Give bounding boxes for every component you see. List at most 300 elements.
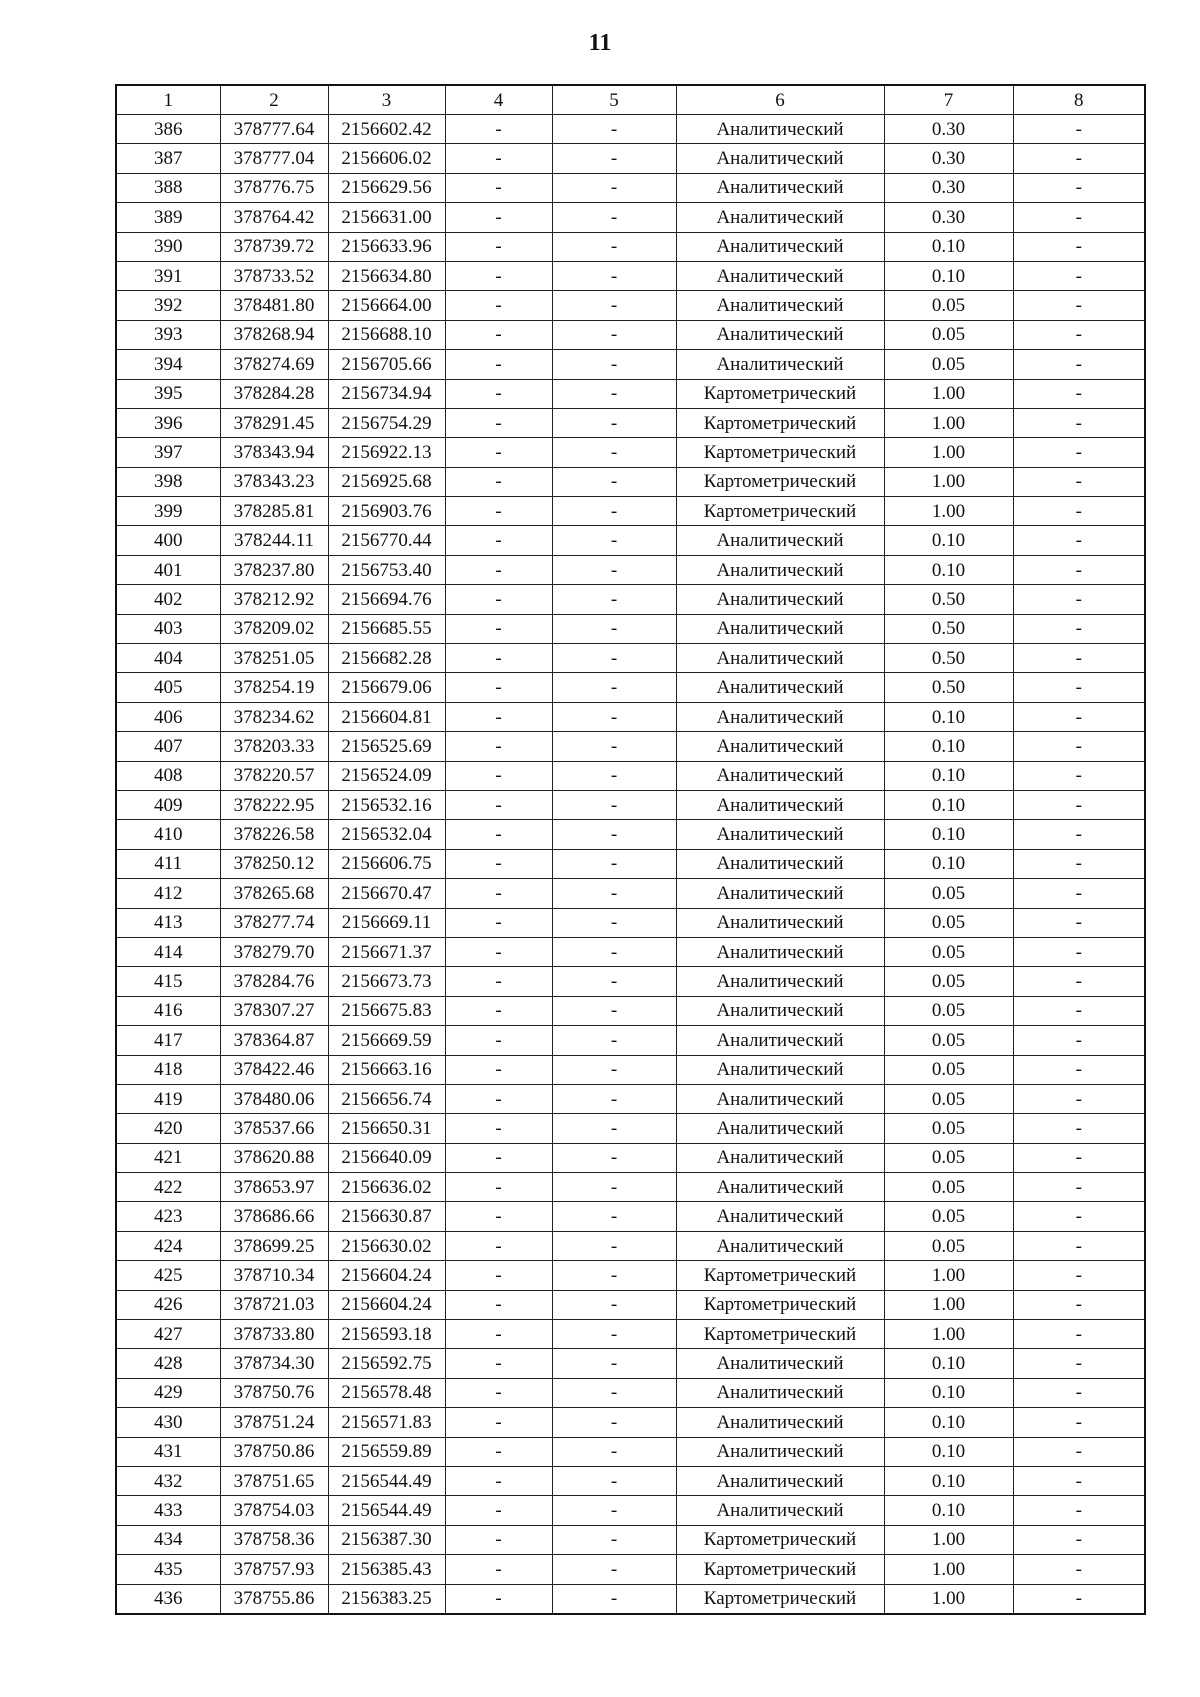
column-8-cell: -	[1013, 937, 1145, 966]
point-number-cell: 387	[116, 144, 220, 173]
coordinate-y-cell: 2156688.10	[328, 320, 445, 349]
column-8-cell: -	[1013, 1525, 1145, 1554]
column-8-cell: -	[1013, 320, 1145, 349]
method-cell: Аналитический	[676, 732, 884, 761]
column-4-cell: -	[445, 1555, 552, 1584]
table-body	[116, 115, 1145, 1614]
column-header-3: 3	[328, 85, 445, 115]
point-number-cell: 423	[116, 1202, 220, 1231]
table-row	[116, 1466, 1145, 1495]
coordinate-y-cell: 2156650.31	[328, 1114, 445, 1143]
accuracy-cell: 0.05	[884, 350, 1013, 379]
coordinate-x-cell: 378203.33	[220, 732, 328, 761]
coordinate-x-cell: 378279.70	[220, 937, 328, 966]
table-row	[116, 526, 1145, 555]
accuracy-cell: 0.10	[884, 526, 1013, 555]
accuracy-cell: 0.10	[884, 232, 1013, 261]
coordinate-x-cell: 378653.97	[220, 1173, 328, 1202]
coordinate-x-cell: 378777.64	[220, 115, 328, 144]
coordinate-x-cell: 378284.28	[220, 379, 328, 408]
coordinate-y-cell: 2156675.83	[328, 996, 445, 1025]
table-row	[116, 1143, 1145, 1172]
coordinates-table	[115, 84, 1146, 1615]
column-5-cell: -	[552, 585, 676, 614]
column-8-cell: -	[1013, 1114, 1145, 1143]
coordinate-y-cell: 2156631.00	[328, 203, 445, 232]
column-8-cell: -	[1013, 1408, 1145, 1437]
column-5-cell: -	[552, 673, 676, 702]
method-cell: Аналитический	[676, 291, 884, 320]
accuracy-cell: 0.50	[884, 644, 1013, 673]
coordinate-x-cell: 378343.94	[220, 438, 328, 467]
column-5-cell: -	[552, 1437, 676, 1466]
table-row	[116, 1496, 1145, 1525]
coordinate-y-cell: 2156634.80	[328, 261, 445, 290]
table-row	[116, 467, 1145, 496]
accuracy-cell: 0.05	[884, 996, 1013, 1025]
coordinate-x-cell: 378758.36	[220, 1525, 328, 1554]
column-4-cell: -	[445, 614, 552, 643]
coordinate-x-cell: 378686.66	[220, 1202, 328, 1231]
column-8-cell: -	[1013, 408, 1145, 437]
coordinate-x-cell: 378710.34	[220, 1261, 328, 1290]
method-cell: Аналитический	[676, 1026, 884, 1055]
accuracy-cell: 0.05	[884, 1084, 1013, 1113]
coordinate-x-cell: 378537.66	[220, 1114, 328, 1143]
point-number-cell: 425	[116, 1261, 220, 1290]
method-cell: Аналитический	[676, 879, 884, 908]
accuracy-cell: 0.05	[884, 967, 1013, 996]
table-row	[116, 614, 1145, 643]
column-4-cell: -	[445, 849, 552, 878]
method-cell: Картометрический	[676, 497, 884, 526]
column-5-cell: -	[552, 937, 676, 966]
column-5-cell: -	[552, 1114, 676, 1143]
table-row	[116, 1378, 1145, 1407]
accuracy-cell: 0.05	[884, 908, 1013, 937]
coordinate-x-cell: 378226.58	[220, 820, 328, 849]
column-4-cell: -	[445, 1320, 552, 1349]
coordinate-y-cell: 2156604.24	[328, 1261, 445, 1290]
column-4-cell: -	[445, 1290, 552, 1319]
table-row	[116, 1408, 1145, 1437]
coordinate-y-cell: 2156602.42	[328, 115, 445, 144]
accuracy-cell: 0.05	[884, 879, 1013, 908]
point-number-cell: 394	[116, 350, 220, 379]
column-header-4: 4	[445, 85, 552, 115]
column-5-cell: -	[552, 732, 676, 761]
column-header-8: 8	[1013, 85, 1145, 115]
accuracy-cell: 0.10	[884, 761, 1013, 790]
column-4-cell: -	[445, 879, 552, 908]
column-8-cell: -	[1013, 1349, 1145, 1378]
column-8-cell: -	[1013, 203, 1145, 232]
coordinate-y-cell: 2156770.44	[328, 526, 445, 555]
accuracy-cell: 0.10	[884, 732, 1013, 761]
column-8-cell: -	[1013, 115, 1145, 144]
method-cell: Аналитический	[676, 555, 884, 584]
column-8-cell: -	[1013, 1202, 1145, 1231]
method-cell: Аналитический	[676, 1114, 884, 1143]
column-8-cell: -	[1013, 1584, 1145, 1614]
column-5-cell: -	[552, 1231, 676, 1260]
accuracy-cell: 0.10	[884, 790, 1013, 819]
column-5-cell: -	[552, 1173, 676, 1202]
table-row	[116, 1231, 1145, 1260]
column-8-cell: -	[1013, 555, 1145, 584]
column-5-cell: -	[552, 644, 676, 673]
column-8-cell: -	[1013, 1143, 1145, 1172]
coordinate-y-cell: 2156524.09	[328, 761, 445, 790]
method-cell: Аналитический	[676, 644, 884, 673]
column-4-cell: -	[445, 1055, 552, 1084]
column-8-cell: -	[1013, 585, 1145, 614]
accuracy-cell: 0.10	[884, 555, 1013, 584]
coordinate-x-cell: 378222.95	[220, 790, 328, 819]
method-cell: Аналитический	[676, 350, 884, 379]
column-5-cell: -	[552, 820, 676, 849]
column-4-cell: -	[445, 1026, 552, 1055]
table-row	[116, 1349, 1145, 1378]
table-row	[116, 261, 1145, 290]
accuracy-cell: 0.05	[884, 291, 1013, 320]
accuracy-cell: 0.10	[884, 1496, 1013, 1525]
point-number-cell: 411	[116, 849, 220, 878]
table-row	[116, 790, 1145, 819]
accuracy-cell: 0.10	[884, 849, 1013, 878]
coordinate-y-cell: 2156592.75	[328, 1349, 445, 1378]
accuracy-cell: 1.00	[884, 1525, 1013, 1554]
method-cell: Аналитический	[676, 1378, 884, 1407]
method-cell: Аналитический	[676, 1231, 884, 1260]
coordinate-y-cell: 2156640.09	[328, 1143, 445, 1172]
table-row	[116, 1202, 1145, 1231]
column-4-cell: -	[445, 1466, 552, 1495]
column-4-cell: -	[445, 673, 552, 702]
column-5-cell: -	[552, 967, 676, 996]
point-number-cell: 432	[116, 1466, 220, 1495]
table-row	[116, 849, 1145, 878]
table-row	[116, 1084, 1145, 1113]
column-header-5: 5	[552, 85, 676, 115]
method-cell: Аналитический	[676, 1408, 884, 1437]
column-5-cell: -	[552, 115, 676, 144]
coordinate-y-cell: 2156656.74	[328, 1084, 445, 1113]
accuracy-cell: 0.50	[884, 585, 1013, 614]
coordinate-y-cell: 2156544.49	[328, 1466, 445, 1495]
table-row	[116, 379, 1145, 408]
method-cell: Аналитический	[676, 1202, 884, 1231]
point-number-cell: 402	[116, 585, 220, 614]
column-4-cell: -	[445, 761, 552, 790]
coordinate-y-cell: 2156663.16	[328, 1055, 445, 1084]
column-5-cell: -	[552, 232, 676, 261]
point-number-cell: 406	[116, 702, 220, 731]
table-row	[116, 438, 1145, 467]
table-row	[116, 408, 1145, 437]
coordinate-x-cell: 378733.52	[220, 261, 328, 290]
coordinate-x-cell: 378776.75	[220, 173, 328, 202]
coordinate-y-cell: 2156606.02	[328, 144, 445, 173]
table-row	[116, 585, 1145, 614]
coordinate-x-cell: 378285.81	[220, 497, 328, 526]
table-row	[116, 203, 1145, 232]
column-4-cell: -	[445, 497, 552, 526]
column-5-cell: -	[552, 320, 676, 349]
column-4-cell: -	[445, 585, 552, 614]
column-8-cell: -	[1013, 1084, 1145, 1113]
accuracy-cell: 0.10	[884, 1349, 1013, 1378]
accuracy-cell: 0.30	[884, 115, 1013, 144]
column-5-cell: -	[552, 908, 676, 937]
coordinate-x-cell: 378212.92	[220, 585, 328, 614]
method-cell: Аналитический	[676, 820, 884, 849]
point-number-cell: 434	[116, 1525, 220, 1554]
coordinate-x-cell: 378277.74	[220, 908, 328, 937]
point-number-cell: 403	[116, 614, 220, 643]
column-4-cell: -	[445, 526, 552, 555]
method-cell: Аналитический	[676, 673, 884, 702]
column-5-cell: -	[552, 1496, 676, 1525]
column-4-cell: -	[445, 261, 552, 290]
coordinate-x-cell: 378699.25	[220, 1231, 328, 1260]
coordinate-y-cell: 2156525.69	[328, 732, 445, 761]
column-8-cell: -	[1013, 1231, 1145, 1260]
table-row	[116, 1114, 1145, 1143]
table-row	[116, 173, 1145, 202]
coordinate-x-cell: 378364.87	[220, 1026, 328, 1055]
column-4-cell: -	[445, 1173, 552, 1202]
column-5-cell: -	[552, 438, 676, 467]
column-4-cell: -	[445, 320, 552, 349]
point-number-cell: 398	[116, 467, 220, 496]
accuracy-cell: 1.00	[884, 497, 1013, 526]
coordinate-x-cell: 378237.80	[220, 555, 328, 584]
method-cell: Аналитический	[676, 967, 884, 996]
coordinate-x-cell: 378209.02	[220, 614, 328, 643]
point-number-cell: 405	[116, 673, 220, 702]
column-4-cell: -	[445, 996, 552, 1025]
column-4-cell: -	[445, 1408, 552, 1437]
column-4-cell: -	[445, 644, 552, 673]
accuracy-cell: 1.00	[884, 1555, 1013, 1584]
column-4-cell: -	[445, 379, 552, 408]
coordinate-y-cell: 2156559.89	[328, 1437, 445, 1466]
coordinate-x-cell: 378751.65	[220, 1466, 328, 1495]
point-number-cell: 413	[116, 908, 220, 937]
table-row	[116, 115, 1145, 144]
column-8-cell: -	[1013, 1055, 1145, 1084]
method-cell: Аналитический	[676, 1173, 884, 1202]
column-5-cell: -	[552, 1084, 676, 1113]
coordinate-x-cell: 378268.94	[220, 320, 328, 349]
column-4-cell: -	[445, 350, 552, 379]
point-number-cell: 412	[116, 879, 220, 908]
point-number-cell: 415	[116, 967, 220, 996]
accuracy-cell: 1.00	[884, 1261, 1013, 1290]
coordinate-y-cell: 2156606.75	[328, 849, 445, 878]
point-number-cell: 407	[116, 732, 220, 761]
column-8-cell: -	[1013, 526, 1145, 555]
coordinate-x-cell: 378274.69	[220, 350, 328, 379]
table-row	[116, 320, 1145, 349]
column-4-cell: -	[445, 1378, 552, 1407]
accuracy-cell: 0.05	[884, 1055, 1013, 1084]
method-cell: Картометрический	[676, 438, 884, 467]
column-4-cell: -	[445, 790, 552, 819]
column-8-cell: -	[1013, 438, 1145, 467]
coordinate-y-cell: 2156593.18	[328, 1320, 445, 1349]
method-cell: Аналитический	[676, 614, 884, 643]
point-number-cell: 410	[116, 820, 220, 849]
coordinate-y-cell: 2156604.81	[328, 702, 445, 731]
table-row	[116, 1261, 1145, 1290]
coordinate-y-cell: 2156630.87	[328, 1202, 445, 1231]
coordinate-y-cell: 2156383.25	[328, 1584, 445, 1614]
table-row	[116, 1584, 1145, 1614]
column-8-cell: -	[1013, 1466, 1145, 1495]
method-cell: Картометрический	[676, 1525, 884, 1554]
coordinate-y-cell: 2156532.04	[328, 820, 445, 849]
coordinate-y-cell: 2156671.37	[328, 937, 445, 966]
point-number-cell: 396	[116, 408, 220, 437]
point-number-cell: 386	[116, 115, 220, 144]
point-number-cell: 395	[116, 379, 220, 408]
column-8-cell: -	[1013, 644, 1145, 673]
table-row	[116, 1320, 1145, 1349]
column-5-cell: -	[552, 879, 676, 908]
accuracy-cell: 1.00	[884, 1320, 1013, 1349]
method-cell: Аналитический	[676, 702, 884, 731]
table-row	[116, 644, 1145, 673]
accuracy-cell: 1.00	[884, 408, 1013, 437]
accuracy-cell: 0.05	[884, 1173, 1013, 1202]
column-4-cell: -	[445, 467, 552, 496]
coordinate-x-cell: 378307.27	[220, 996, 328, 1025]
column-5-cell: -	[552, 761, 676, 790]
table-row	[116, 1437, 1145, 1466]
column-4-cell: -	[445, 115, 552, 144]
coordinate-y-cell: 2156636.02	[328, 1173, 445, 1202]
method-cell: Аналитический	[676, 203, 884, 232]
method-cell: Аналитический	[676, 1055, 884, 1084]
coordinate-x-cell: 378721.03	[220, 1290, 328, 1319]
coordinate-x-cell: 378734.30	[220, 1349, 328, 1378]
method-cell: Аналитический	[676, 232, 884, 261]
point-number-cell: 390	[116, 232, 220, 261]
coordinate-y-cell: 2156753.40	[328, 555, 445, 584]
coordinate-y-cell: 2156669.59	[328, 1026, 445, 1055]
column-8-cell: -	[1013, 467, 1145, 496]
column-5-cell: -	[552, 1026, 676, 1055]
method-cell: Картометрический	[676, 408, 884, 437]
coordinate-y-cell: 2156705.66	[328, 350, 445, 379]
coordinate-x-cell: 378481.80	[220, 291, 328, 320]
coordinate-x-cell: 378757.93	[220, 1555, 328, 1584]
coordinate-y-cell: 2156685.55	[328, 614, 445, 643]
method-cell: Картометрический	[676, 1555, 884, 1584]
column-8-cell: -	[1013, 1290, 1145, 1319]
coordinate-x-cell: 378265.68	[220, 879, 328, 908]
column-8-cell: -	[1013, 702, 1145, 731]
column-header-2: 2	[220, 85, 328, 115]
point-number-cell: 409	[116, 790, 220, 819]
coordinate-y-cell: 2156903.76	[328, 497, 445, 526]
column-8-cell: -	[1013, 1173, 1145, 1202]
column-header-1: 1	[116, 85, 220, 115]
column-4-cell: -	[445, 1437, 552, 1466]
column-4-cell: -	[445, 144, 552, 173]
point-number-cell: 389	[116, 203, 220, 232]
method-cell: Аналитический	[676, 790, 884, 819]
column-8-cell: -	[1013, 967, 1145, 996]
coordinate-y-cell: 2156670.47	[328, 879, 445, 908]
column-4-cell: -	[445, 555, 552, 584]
coordinate-y-cell: 2156544.49	[328, 1496, 445, 1525]
column-8-cell: -	[1013, 1437, 1145, 1466]
point-number-cell: 392	[116, 291, 220, 320]
table-row	[116, 555, 1145, 584]
header-row	[116, 85, 1145, 115]
accuracy-cell: 0.05	[884, 1114, 1013, 1143]
accuracy-cell: 0.30	[884, 144, 1013, 173]
accuracy-cell: 1.00	[884, 1290, 1013, 1319]
coordinate-y-cell: 2156664.00	[328, 291, 445, 320]
coordinate-y-cell: 2156682.28	[328, 644, 445, 673]
column-5-cell: -	[552, 1202, 676, 1231]
coordinate-y-cell: 2156734.94	[328, 379, 445, 408]
table-row	[116, 967, 1145, 996]
column-5-cell: -	[552, 350, 676, 379]
coordinate-x-cell: 378620.88	[220, 1143, 328, 1172]
column-5-cell: -	[552, 1143, 676, 1172]
column-5-cell: -	[552, 996, 676, 1025]
table-row	[116, 497, 1145, 526]
method-cell: Аналитический	[676, 908, 884, 937]
coordinate-y-cell: 2156694.76	[328, 585, 445, 614]
column-5-cell: -	[552, 1290, 676, 1319]
column-4-cell: -	[445, 408, 552, 437]
method-cell: Аналитический	[676, 1466, 884, 1495]
column-8-cell: -	[1013, 144, 1145, 173]
point-number-cell: 421	[116, 1143, 220, 1172]
coordinate-y-cell: 2156754.29	[328, 408, 445, 437]
point-number-cell: 428	[116, 1349, 220, 1378]
accuracy-cell: 0.10	[884, 1378, 1013, 1407]
method-cell: Картометрический	[676, 1320, 884, 1349]
column-8-cell: -	[1013, 820, 1145, 849]
coordinate-y-cell: 2156578.48	[328, 1378, 445, 1407]
column-8-cell: -	[1013, 1261, 1145, 1290]
column-5-cell: -	[552, 1349, 676, 1378]
accuracy-cell: 0.30	[884, 203, 1013, 232]
column-5-cell: -	[552, 261, 676, 290]
method-cell: Аналитический	[676, 996, 884, 1025]
accuracy-cell: 0.50	[884, 614, 1013, 643]
column-8-cell: -	[1013, 350, 1145, 379]
table-row	[116, 761, 1145, 790]
point-number-cell: 391	[116, 261, 220, 290]
column-5-cell: -	[552, 1555, 676, 1584]
column-8-cell: -	[1013, 879, 1145, 908]
column-4-cell: -	[445, 1261, 552, 1290]
column-4-cell: -	[445, 438, 552, 467]
point-number-cell: 404	[116, 644, 220, 673]
column-4-cell: -	[445, 702, 552, 731]
method-cell: Аналитический	[676, 1437, 884, 1466]
table-row	[116, 1173, 1145, 1202]
accuracy-cell: 0.50	[884, 673, 1013, 702]
